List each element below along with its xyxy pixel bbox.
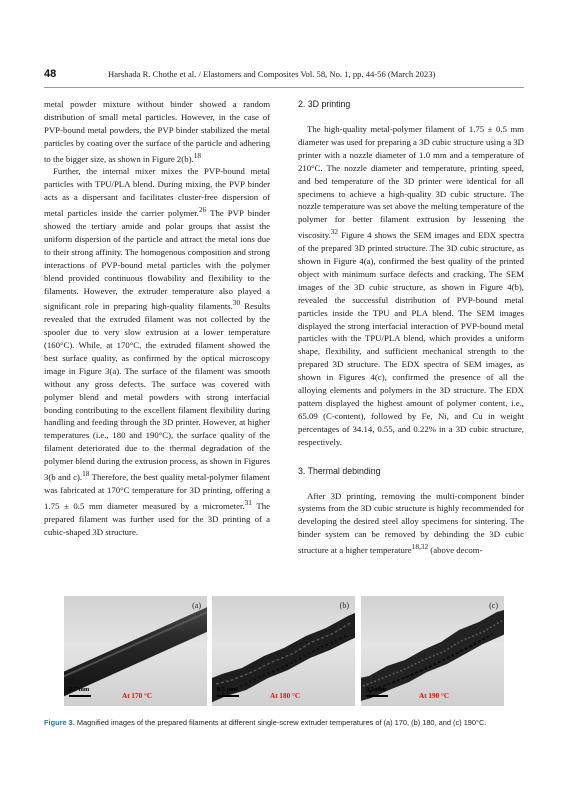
scale-bar	[69, 695, 91, 697]
temperature-label: At 190 °C	[419, 692, 450, 700]
scale-bar-label: 0.5 mm	[217, 686, 238, 693]
paragraph: The high-quality metal-polymer filament of 1.75 ± 0.5 mm diameter was used for preparing a 3D cubic structure using a 3D printer with a nozzle diameter of 1.0 mm and a temperature of 210°C. The nozzle diameter and temperature, printing speed, and bed temperature of the 3D printer were identical for all specimens to achieve a high-quality 3D cubic structure. The nozzle temperature was set above the melting temperature of the polymer for better filament extrusion by lessening the viscosity.$^{32}$ Figure 4 shows the SEM images and EDX spectra of the prepared 3D printed structure. The 3D cubic structure, as shown in Figure 4(a), confirmed the best quality of the printed object with minimum surface defects and cracking. The SEM images of the 3D cubic structure, as shown in Figure 4(b), revealed the successful distribution of PVP-bound metal particles inside the TPU and PLA blend. The SEM images displayed the strong interfacial interaction of PVP-bound metal particles with the TPU/PLA blend, which provides a uniform shape, flexibility, and sufficient mechanical strength to the prepared 3D structure. The EDX spectra of SEM images, as shown in Figures 4(c), confirmed the presence of all the alloying elements and polymers in the 3D structure. The EDX pattern displayed the highest amount of polymer content, i.e., 65.09 (C-content), followed by Fe, Ni, and Cu in weight percentages of 34.14, 0.55, and 0.22% in a 3D cubic structure, respectively.	[298, 124, 524, 447]
temperature-label: At 180 °C	[270, 692, 301, 700]
panel-label: (a)	[192, 601, 201, 610]
figure-label: Figure 3.	[44, 718, 75, 727]
citation: 30	[232, 299, 241, 308]
paragraph: After 3D printing, removing the multi-component binder systems from the 3D cubic structure is highly recommended for developing the desired steel alloy specimens for sintering. The binder system can be removed by debinding the 3D cubic structure at a higher temperature$^{18,32}$ (above decom-	[298, 490, 524, 556]
filament-image-b	[212, 596, 355, 706]
running-title: Harshada R. Chothe et al. / Elastomers and Composites Vol. 58, No. 1, pp. 44-56 (March 2023)	[108, 69, 436, 79]
panel-label: (b)	[339, 601, 349, 610]
filament-image-a	[64, 596, 207, 706]
right-column	[298, 98, 524, 557]
scale-bar-label: 0.5 mm	[69, 686, 90, 693]
scale-bar-label: 0.5 mm	[366, 686, 387, 693]
citation: 18	[193, 151, 201, 160]
citation: 18	[82, 470, 90, 479]
citation: 32	[330, 228, 339, 237]
paragraph: metal powder mixture without binder showed a random distribution of small metal particles. However, in the case of PVP-bound metal powders, the PVP binder stabilized the metal particles by coating over the surface of the particle and adhering to the bigger size, as shown in Figure 2(b).$^{18}$	[44, 99, 270, 164]
page-number: 48	[44, 68, 57, 80]
figure-caption	[44, 718, 524, 727]
section-heading: 2. 3D printing	[298, 99, 351, 109]
citation: 18,32	[411, 543, 429, 552]
citation: 31	[244, 498, 252, 507]
page-header	[44, 68, 524, 84]
filament-image-c	[361, 596, 504, 706]
temperature-label: At 170 °C	[122, 692, 153, 700]
header-rule	[44, 87, 524, 88]
scale-bar	[366, 695, 388, 697]
scale-bar	[217, 695, 239, 697]
citation: 26	[198, 206, 207, 215]
left-column	[44, 98, 270, 538]
paragraph: Further, the internal mixer mixes the PVP-bound metal particles with TPU/PLA blend. During mixing, the PVP binder acts as a dispersant and facilitates cluster-free dispersion of metal particles inside the carrier polymer.$^{26}$ The PVP binder showed the tertiary amide and polar groups that assist the uniform dispersion of the particle and attract the metal ions due to their strong affinity. The homogenous composition and strong interactions of PVP-bound metal particles with the polymer blend provided continuous flowability and flexibility to the filaments. However, the extruder temperature also played a significant role in preparing high-quality filaments.$^{30}$ Results revealed that the extruded filament was not collected by the spooler due to very slow extrusion at a lower temperature (160°C). While, at 170°C, the extruded filament showed the best surface quality, as confirmed by the optical microscopy image in Figure 3(a). The surface of the filament was smooth without any gross defects. The surface was covered with polymer blend and metal powders with strong interfacial bonding contributing to the excellent filament flexibility during handling and feeding through the 3D printer. However, at higher temperatures (i.e., 180 and 190°C), the surface quality of the filament deteriorated due to the thermal degradation of the polymer blend during the extrusion process, as shown in Figures 3(b and c).$^{18}$ Therefore, the best quality metal-polymer filament was fabricated at 170°C temperature for 3D printing, offering a 1.75 ± 0.5 mm diameter measured by a micrometer.$^{31}$ The prepared filament was further used for the 3D printing of a cubic-shaped 3D structure.	[44, 166, 271, 537]
panel-label: (c)	[489, 601, 498, 610]
section-heading: 3. Thermal debinding	[298, 465, 381, 476]
caption-text: Magnified images of the prepared filaments at different single-screw extruder temperatures of (a) 170, (b) 180, and (c) 190°C.	[74, 718, 487, 727]
figure-3	[64, 596, 506, 706]
